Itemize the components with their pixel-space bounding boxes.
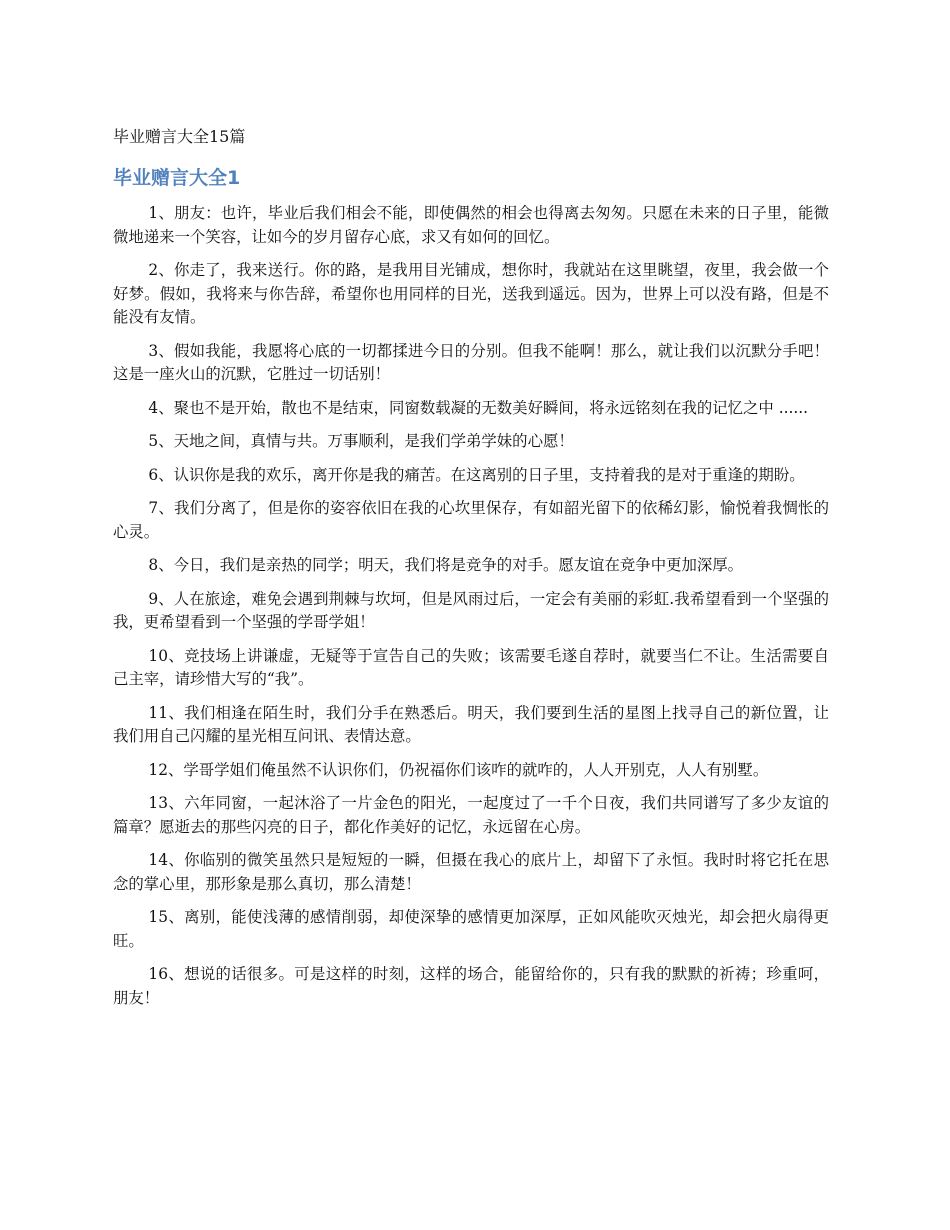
paragraph: 11、我们相逢在陌生时，我们分手在熟悉后。明天，我们要到生活的星图上找寻自己的新位置，让我们用自己闪耀的星光相互问讯、表情达意。	[113, 703, 829, 745]
paragraph: 4、聚也不是开始，散也不是结束，同窗数载凝的无数美好瞬间，将永远铭刻在我的记忆之中 ......	[148, 398, 809, 417]
paragraph: 1、朋友：也许，毕业后我们相会不能，即使偶然的相会也得离去匆匆。只愿在未来的日子里，能微微地递来一个笑容，让如今的岁月留存心底，求又有如何的回忆。	[113, 204, 829, 246]
paragraph: 6、认识你是我的欢乐，离开你是我的痛苦。在这离别的日子里，支持着我的是对于重逢的期盼。	[148, 465, 805, 484]
paragraph: 13、六年同窗，一起沐浴了一片金色的阳光，一起度过了一千个日夜，我们共同谱写了多少友谊的篇章？愿逝去的那些闪亮的日子，都化作美好的记忆，永远留在心房。	[113, 794, 829, 836]
paragraph: 2、你走了，我来送行。你的路，是我用目光铺成，想你时，我就站在这里眺望，夜里，我会做一个好梦。假如，我将来与你告辞，希望你也用同样的目光，送我到遥远。因为，世界上可以没有路，但是不能没有友情。	[113, 261, 829, 326]
paragraph: 16、想说的话很多。可是这样的时刻，这样的场合，能留给你的，只有我的默默的祈祷；珍重呵，朋友！	[113, 965, 829, 1007]
paragraph: 12、学哥学姐们俺虽然不认识你们，仍祝福你们该咋的就咋的，人人开别克，人人有别墅。	[148, 760, 769, 779]
paragraph-list	[113, 202, 829, 1020]
paragraph: 3、假如我能，我愿将心底的一切都揉进今日的分别。但我不能啊！那么，就让我们以沉默分手吧！这是一座火山的沉默，它胜过一切话别！	[113, 341, 829, 383]
section-heading: 毕业赠言大全1	[113, 167, 241, 189]
paragraph: 9、人在旅途，难免会遇到荆棘与坎坷，但是风雨过后，一定会有美丽的彩虹.我希望看到一个坚强的我，更希望看到一个坚强的学哥学姐！	[113, 589, 829, 631]
document-title: 毕业赠言大全15篇	[113, 127, 246, 146]
paragraph: 15、离别，能使浅薄的感情削弱，却使深挚的感情更加深厚，正如风能吹灭烛光，却会把火扇得更旺。	[113, 908, 829, 950]
paragraph: 7、我们分离了，但是你的姿容依旧在我的心坎里保存，有如韶光留下的依稀幻影，愉悦着我惆怅的心灵。	[113, 499, 829, 541]
paragraph: 10、竞技场上讲谦虚，无疑等于宣告自己的失败；该需要毛遂自荐时，就要当仁不让。生活需要自己主宰，请珍惜大写的“我”。	[113, 646, 829, 688]
paragraph: 14、你临别的微笑虽然只是短短的一瞬，但摄在我心的底片上，却留下了永恒。我时时将它托在思念的掌心里，那形象是那么真切，那么清楚！	[113, 851, 829, 893]
paragraph: 8、今日，我们是亲热的同学；明天，我们将是竞争的对手。愿友谊在竞争中更加深厚。	[148, 556, 744, 574]
paragraph: 5、天地之间，真情与共。万事顺利，是我们学弟学妹的心愿！	[148, 432, 574, 450]
